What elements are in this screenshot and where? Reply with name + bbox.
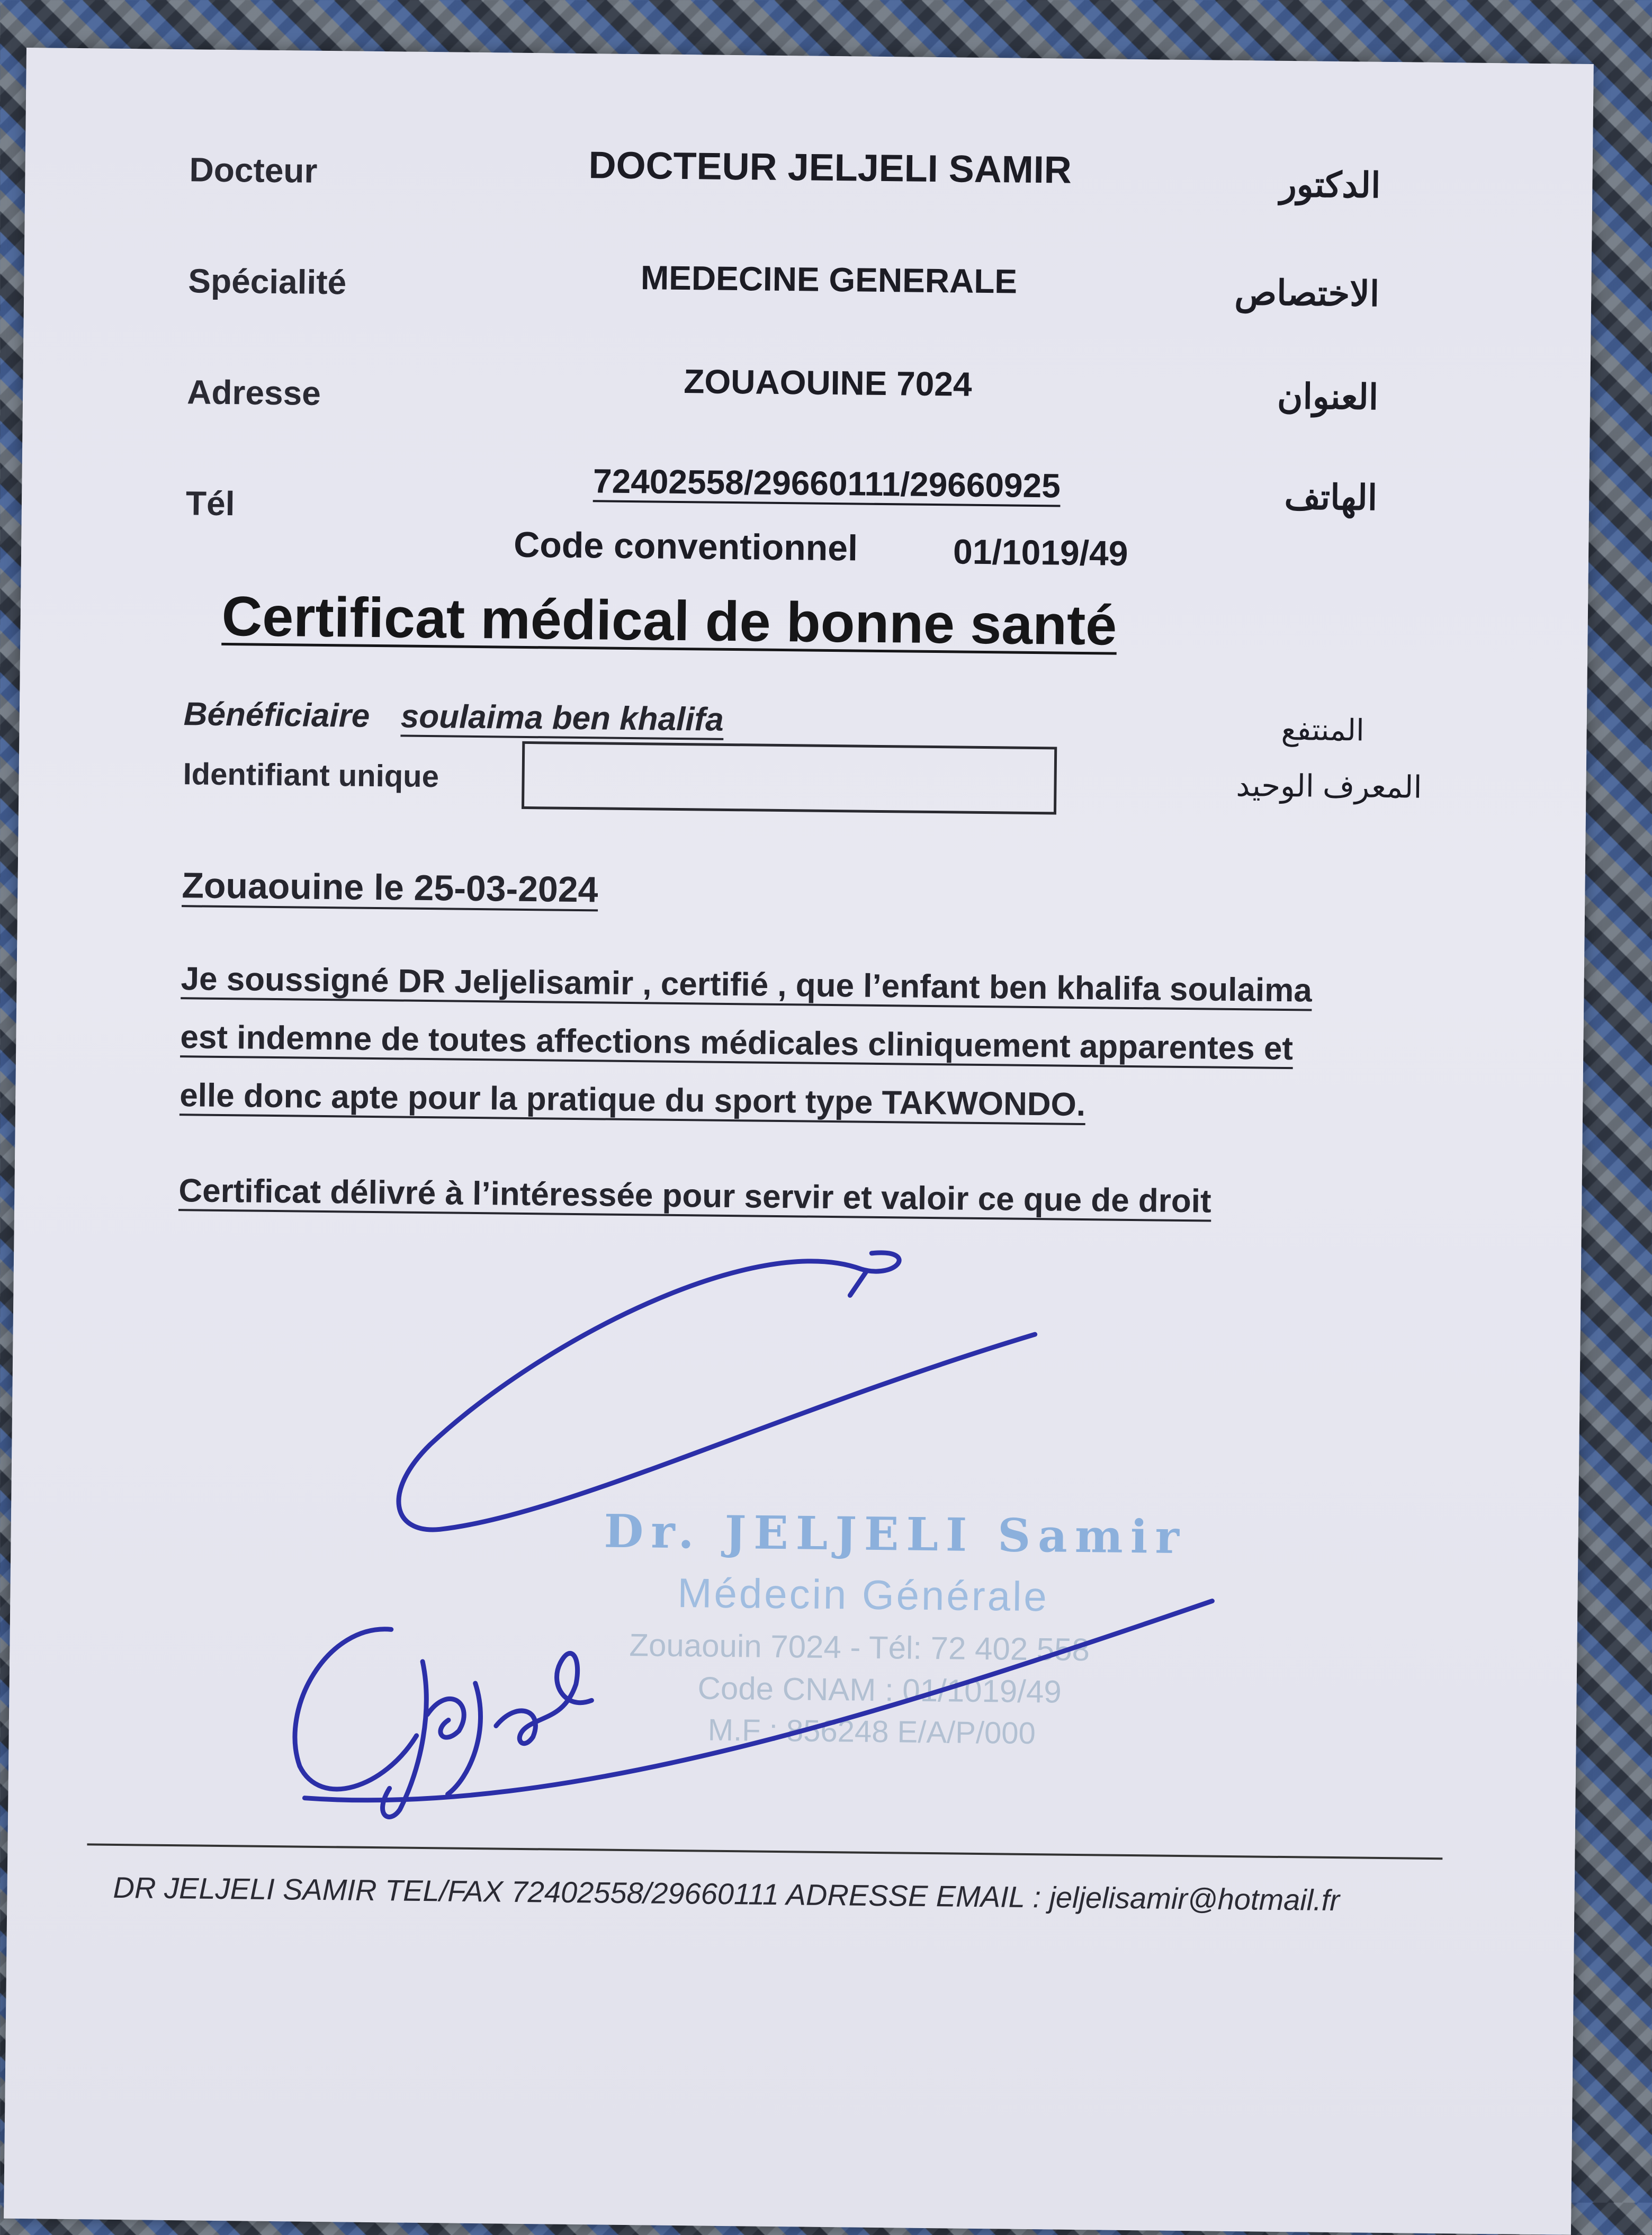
- signature: [246, 1205, 1364, 1852]
- date-line: Zouaouine le 25-03-2024: [182, 865, 598, 910]
- doctor-name: DOCTEUR JELJELI SAMIR: [588, 144, 1072, 192]
- body-line-1: Je soussigné DR Jeljelisamir , certifié , que l’enfant ben khalifa soulaima: [181, 961, 1313, 1009]
- unique-id-label: Identifiant unique: [183, 757, 439, 794]
- unique-id-field: [522, 741, 1057, 815]
- specialty-label: Spécialité: [188, 262, 347, 302]
- doctor-label: Docteur: [189, 150, 318, 190]
- body-line-3: elle donc apte pour la pratique du sport type TAKWONDO.: [179, 1077, 1086, 1124]
- specialty-label-ar: الاختصاص: [1234, 272, 1380, 313]
- tel-value: 72402558/29660111/29660925: [592, 462, 1061, 505]
- page-title: Certificat médical de bonne santé: [221, 585, 1117, 657]
- code-value: 01/1019/49: [953, 532, 1128, 573]
- body-line-2: est indemne de toutes affections médicales cliniquement apparentes et: [180, 1019, 1294, 1067]
- unique-id-label-ar: المعرف الوحيد: [1236, 768, 1422, 805]
- address-value: ZOUAOUINE 7024: [684, 362, 972, 403]
- closing-line: Certificat délivré à l’intéressée pour servir et valoir ce que de droit: [178, 1172, 1211, 1220]
- stamp-line-4: Code CNAM : 01/1019/49: [697, 1670, 1062, 1710]
- tel-label-ar: الهاتف: [1284, 477, 1378, 517]
- beneficiary-label: Bénéficiaire: [183, 696, 370, 734]
- tel-label: Tél: [185, 484, 235, 523]
- beneficiary-label-ar: المنتفع: [1281, 712, 1364, 747]
- doctor-label-ar: الدكتور: [1279, 164, 1381, 205]
- code-label: Code conventionnel: [513, 524, 858, 569]
- footer-contact: DR JELJELI SAMIR TEL/FAX 72402558/29660111 ADRESSE EMAIL : jeljelisamir@hotmail.fr: [113, 1870, 1340, 1917]
- stamp-line-5: M.F : 856248 E/A/P/000: [707, 1712, 1036, 1751]
- certificate-paper: [4, 48, 1594, 2235]
- stamp-line-3: Zouaouin 7024 - Tél: 72 402 558: [629, 1627, 1090, 1668]
- address-label: Adresse: [186, 373, 321, 412]
- address-label-ar: العنوان: [1277, 376, 1379, 417]
- stamp-line-1: Dr. JELJELI Samir: [604, 1504, 1187, 1565]
- beneficiary-name: soulaima ben khalifa: [400, 698, 724, 738]
- stamp-line-2: Médecin Générale: [677, 1569, 1049, 1620]
- specialty-value: MEDECINE GENERALE: [640, 258, 1018, 301]
